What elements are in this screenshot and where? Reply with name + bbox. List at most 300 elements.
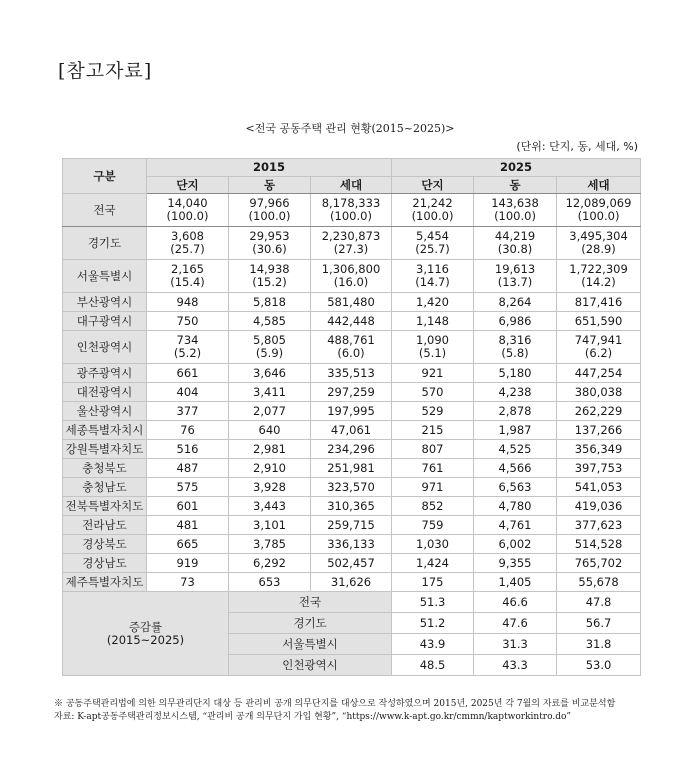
data-cell — [557, 554, 641, 573]
data-cell — [392, 194, 474, 227]
cell-share: (27.3) — [333, 242, 369, 256]
region-label: 부산광역시 — [63, 293, 147, 312]
cell-value: 197,995 — [327, 403, 375, 418]
growth-cell: 43.9 — [392, 634, 474, 655]
cell-value: 948 — [176, 294, 199, 309]
table-body — [63, 194, 641, 676]
region-label: 전라남도 — [63, 516, 147, 535]
data-cell — [311, 535, 392, 554]
table-row — [63, 421, 641, 440]
cell-value: 765,702 — [574, 555, 623, 570]
data-cell — [311, 459, 392, 478]
cell-value: 21,242 — [412, 196, 453, 210]
cell-value: 380,038 — [574, 384, 623, 399]
cell-value: 487 — [176, 460, 199, 475]
data-cell — [474, 402, 557, 421]
data-cell — [392, 260, 474, 293]
data-cell — [311, 497, 392, 516]
cell-value: 6,563 — [498, 479, 532, 494]
table-row — [63, 459, 641, 478]
cell-value: 734 — [176, 333, 199, 347]
data-cell — [147, 383, 229, 402]
data-cell — [474, 497, 557, 516]
cell-value: 2,165 — [171, 262, 204, 276]
data-cell — [557, 516, 641, 535]
cell-value: 8,316 — [498, 333, 532, 347]
data-cell — [392, 383, 474, 402]
cell-share: (14.2) — [581, 275, 616, 289]
cell-value: 14,040 — [167, 196, 208, 210]
data-cell — [147, 331, 229, 364]
table-row — [63, 535, 641, 554]
data-cell — [557, 402, 641, 421]
region-label: 대구광역시 — [63, 312, 147, 331]
data-cell — [147, 516, 229, 535]
table-row — [63, 260, 641, 293]
data-cell — [474, 364, 557, 383]
data-cell — [392, 459, 474, 478]
table-row — [63, 516, 641, 535]
cell-value: 2,878 — [498, 403, 532, 418]
region-label: 전북특별자치도 — [63, 497, 147, 516]
cell-value: 6,002 — [498, 536, 532, 551]
cell-share: (15.4) — [170, 275, 205, 289]
cell-value: 262,229 — [574, 403, 623, 418]
cell-value: 6,986 — [498, 313, 532, 328]
data-cell — [147, 402, 229, 421]
growth-cell: 47.6 — [474, 613, 557, 634]
data-cell — [229, 459, 311, 478]
region-label: 충청남도 — [63, 478, 147, 497]
cell-value: 4,238 — [498, 384, 532, 399]
cell-value: 747,941 — [574, 333, 623, 347]
growth-label — [63, 592, 229, 676]
data-cell — [392, 293, 474, 312]
cell-value: 575 — [176, 479, 199, 494]
cell-value: 377,623 — [574, 517, 623, 532]
data-cell — [311, 227, 392, 260]
data-cell — [229, 331, 311, 364]
data-cell — [474, 293, 557, 312]
cell-value: 502,457 — [327, 555, 375, 570]
data-cell — [392, 478, 474, 497]
cell-value: 1,148 — [416, 313, 449, 328]
region-label: 강원특별자치도 — [63, 440, 147, 459]
cell-share: (100.0) — [411, 209, 454, 223]
data-cell — [392, 535, 474, 554]
cell-value: 5,805 — [253, 333, 286, 347]
cell-value: 4,780 — [498, 498, 532, 513]
data-cell — [557, 194, 641, 227]
cell-value: 419,036 — [574, 498, 623, 513]
data-cell — [147, 478, 229, 497]
cell-value: 2,077 — [253, 403, 286, 418]
cell-value: 397,753 — [574, 460, 623, 475]
unit-note: (단위: 단지, 동, 세대, %) — [516, 140, 638, 153]
data-cell — [311, 194, 392, 227]
data-cell — [229, 516, 311, 535]
growth-cell: 43.3 — [474, 655, 557, 676]
sub-header: 세대 — [311, 177, 392, 194]
cell-value: 653 — [258, 574, 281, 589]
data-cell — [147, 459, 229, 478]
data-cell — [557, 331, 641, 364]
cell-value: 310,365 — [327, 498, 375, 513]
sub-header: 세대 — [557, 177, 641, 194]
region-label: 서울특별시 — [63, 260, 147, 293]
table-row — [63, 478, 641, 497]
cell-value: 541,053 — [574, 479, 623, 494]
footnotes — [54, 698, 654, 724]
data-cell — [392, 440, 474, 459]
cell-value: 3,116 — [416, 262, 449, 276]
cell-value: 919 — [176, 555, 199, 570]
cell-value: 12,089,069 — [565, 196, 632, 210]
data-cell — [147, 573, 229, 592]
data-cell — [557, 293, 641, 312]
data-cell — [147, 554, 229, 573]
cell-share: (6.0) — [337, 346, 365, 360]
data-cell — [474, 421, 557, 440]
data-cell — [147, 194, 229, 227]
data-cell — [229, 421, 311, 440]
cell-value: 1,424 — [416, 555, 449, 570]
cell-share: (100.0) — [577, 209, 620, 223]
cell-share: (100.0) — [330, 209, 372, 223]
cell-share: (30.6) — [252, 242, 287, 256]
data-cell — [392, 312, 474, 331]
cell-value: 259,715 — [327, 517, 375, 532]
data-cell — [311, 516, 392, 535]
col-header-category: 구분 — [63, 159, 147, 194]
cell-value: 1,722,309 — [569, 262, 628, 276]
cell-value: 8,264 — [498, 294, 532, 309]
cell-value: 601 — [176, 498, 199, 513]
cell-value: 640 — [258, 422, 281, 437]
cell-value: 750 — [176, 313, 199, 328]
data-cell — [147, 293, 229, 312]
data-cell — [392, 573, 474, 592]
growth-cell: 53.0 — [557, 655, 641, 676]
region-label: 울산광역시 — [63, 402, 147, 421]
data-cell — [557, 497, 641, 516]
cell-value: 3,101 — [253, 517, 286, 532]
data-cell — [229, 364, 311, 383]
cell-value: 3,608 — [171, 229, 204, 243]
cell-value: 404 — [176, 384, 199, 399]
table-row — [63, 293, 641, 312]
growth-label-period: (2015~2025) — [106, 632, 185, 647]
data-cell — [311, 364, 392, 383]
cell-share: (25.7) — [170, 242, 205, 256]
data-cell — [557, 260, 641, 293]
data-cell — [557, 535, 641, 554]
cell-share: (5.9) — [255, 346, 284, 360]
growth-cell: 46.6 — [474, 592, 557, 613]
cell-share: (5.8) — [501, 346, 529, 360]
cell-value: 3,928 — [253, 479, 286, 494]
data-cell — [557, 459, 641, 478]
data-cell — [229, 402, 311, 421]
cell-value: 44,219 — [494, 229, 536, 243]
table-row — [63, 497, 641, 516]
cell-value: 336,133 — [327, 536, 375, 551]
data-cell — [557, 227, 641, 260]
data-cell — [474, 383, 557, 402]
data-cell — [229, 293, 311, 312]
footnote-scope: ※ 공동주택관리법에 의한 의무관리단지 대상 등 관리비 공개 의무단지를 대상으로 작성하였으며 2015년, 2025년 각 7월의 자료를 비교분석함 — [54, 699, 616, 709]
data-cell — [229, 383, 311, 402]
data-cell — [557, 364, 641, 383]
data-cell — [474, 440, 557, 459]
cell-value: 817,416 — [574, 294, 623, 309]
cell-value: 9,355 — [498, 555, 532, 570]
cell-share: (5.2) — [173, 346, 202, 360]
cell-value: 852 — [421, 498, 444, 513]
cell-value: 651,590 — [574, 313, 623, 328]
footnote-source: 자료: K-apt공동주택관리정보시스템, “관리비 공개 의무단지 가입 현황”, “https://www.k-apt.go.kr/cmmn/kaptworkintro.do” — [54, 712, 572, 722]
data-cell — [474, 260, 557, 293]
data-cell — [311, 383, 392, 402]
cell-value: 377 — [176, 403, 199, 418]
region-label: 광주광역시 — [63, 364, 147, 383]
cell-value: 234,296 — [327, 441, 375, 456]
data-cell — [557, 383, 641, 402]
cell-value: 4,566 — [498, 460, 532, 475]
data-cell — [229, 573, 311, 592]
cell-value: 971 — [421, 479, 444, 494]
data-cell — [311, 293, 392, 312]
cell-value: 335,513 — [327, 365, 375, 380]
data-cell — [147, 312, 229, 331]
data-cell — [147, 440, 229, 459]
cell-value: 76 — [180, 422, 195, 437]
cell-share: (15.2) — [252, 275, 287, 289]
data-cell — [392, 554, 474, 573]
data-cell — [474, 194, 557, 227]
data-cell — [392, 497, 474, 516]
cell-value: 488,761 — [327, 333, 375, 347]
cell-value: 215 — [421, 422, 444, 437]
cell-value: 921 — [421, 365, 444, 380]
growth-cell: 51.2 — [392, 613, 474, 634]
region-label: 전국 — [63, 194, 147, 227]
data-cell — [392, 421, 474, 440]
cell-share: (13.7) — [497, 275, 533, 289]
data-cell — [311, 331, 392, 364]
data-cell — [474, 516, 557, 535]
cell-value: 97,966 — [249, 196, 290, 210]
cell-value: 31,626 — [330, 574, 372, 589]
data-cell — [557, 573, 641, 592]
data-cell — [311, 312, 392, 331]
table-row — [63, 194, 641, 227]
cell-share: (28.9) — [581, 242, 616, 256]
data-cell — [229, 554, 311, 573]
cell-value: 665 — [176, 536, 199, 551]
data-cell — [229, 312, 311, 331]
data-cell — [474, 331, 557, 364]
data-cell — [147, 535, 229, 554]
data-cell — [474, 554, 557, 573]
table-row — [63, 554, 641, 573]
cell-share: (14.7) — [415, 275, 450, 289]
cell-value: 570 — [421, 384, 444, 399]
cell-value: 323,570 — [327, 479, 375, 494]
cell-value: 759 — [421, 517, 444, 532]
data-cell — [311, 421, 392, 440]
cell-share: (16.0) — [333, 275, 369, 289]
cell-value: 47,061 — [330, 422, 372, 437]
data-cell — [229, 440, 311, 459]
cell-value: 5,818 — [253, 294, 286, 309]
cell-value: 5,454 — [416, 229, 449, 243]
growth-region-label: 인천광역시 — [229, 655, 392, 676]
cell-value: 661 — [176, 365, 199, 380]
data-cell — [311, 478, 392, 497]
data-cell — [147, 227, 229, 260]
data-cell — [392, 402, 474, 421]
data-cell — [229, 260, 311, 293]
cell-value: 442,448 — [327, 313, 375, 328]
data-cell — [474, 478, 557, 497]
cell-share: (5.1) — [418, 346, 447, 360]
table-row — [63, 364, 641, 383]
growth-region-label: 서울특별시 — [229, 634, 392, 655]
cell-value: 1,405 — [498, 574, 532, 589]
growth-cell: 47.8 — [557, 592, 641, 613]
cell-value: 516 — [176, 441, 199, 456]
cell-value: 4,585 — [253, 313, 286, 328]
cell-share: (100.0) — [166, 209, 209, 223]
cell-value: 14,938 — [249, 262, 290, 276]
cell-value: 2,230,873 — [321, 229, 381, 243]
data-cell — [392, 331, 474, 364]
table-row — [63, 383, 641, 402]
table-row — [63, 573, 641, 592]
data-cell — [392, 364, 474, 383]
cell-value: 807 — [421, 441, 444, 456]
region-label: 충청북도 — [63, 459, 147, 478]
cell-value: 1,306,800 — [321, 262, 381, 276]
data-cell — [557, 312, 641, 331]
cell-value: 1,987 — [498, 422, 532, 437]
sub-header: 동 — [229, 177, 311, 194]
data-cell — [229, 227, 311, 260]
cell-value: 1,030 — [416, 536, 449, 551]
cell-value: 4,525 — [498, 441, 532, 456]
cell-value: 73 — [180, 574, 195, 589]
sub-header: 단지 — [147, 177, 229, 194]
cell-value: 581,480 — [327, 294, 375, 309]
region-label: 인천광역시 — [63, 331, 147, 364]
region-label: 경상북도 — [63, 535, 147, 554]
cell-value: 447,254 — [574, 365, 623, 380]
data-cell — [474, 535, 557, 554]
cell-value: 5,180 — [498, 365, 532, 380]
cell-value: 2,910 — [253, 460, 286, 475]
data-cell — [229, 478, 311, 497]
region-label: 경상남도 — [63, 554, 147, 573]
data-cell — [557, 421, 641, 440]
cell-value: 481 — [176, 517, 199, 532]
growth-region-label: 전국 — [229, 592, 392, 613]
cell-share: (100.0) — [494, 209, 536, 223]
cell-value: 514,528 — [574, 536, 623, 551]
data-cell — [311, 402, 392, 421]
cell-value: 761 — [421, 460, 444, 475]
cell-value: 19,613 — [494, 262, 536, 276]
table-caption: <전국 공동주택 관리 현황(2015~2025)> — [245, 122, 455, 135]
growth-cell: 48.5 — [392, 655, 474, 676]
year-header-2025: 2025 — [392, 159, 641, 177]
growth-cell: 51.3 — [392, 592, 474, 613]
table-row — [63, 440, 641, 459]
cell-value: 3,411 — [253, 384, 286, 399]
data-cell — [229, 194, 311, 227]
cell-value: 55,678 — [578, 574, 619, 589]
cell-share: (100.0) — [248, 209, 291, 223]
cell-value: 4,761 — [498, 517, 532, 532]
cell-value: 1,090 — [416, 333, 449, 347]
cell-value: 3,785 — [253, 536, 286, 551]
cell-value: 6,292 — [253, 555, 286, 570]
data-cell — [147, 421, 229, 440]
data-cell — [474, 459, 557, 478]
data-cell — [311, 554, 392, 573]
cell-value: 29,953 — [249, 229, 290, 243]
growth-region-label: 경기도 — [229, 613, 392, 634]
cell-value: 137,266 — [574, 422, 623, 437]
growth-cell: 56.7 — [557, 613, 641, 634]
cell-share: (6.2) — [584, 346, 613, 360]
data-cell — [311, 440, 392, 459]
table-row — [63, 331, 641, 364]
cell-value: 143,638 — [491, 196, 539, 210]
data-cell — [229, 535, 311, 554]
region-label: 세종특별자치시 — [63, 421, 147, 440]
housing-management-table — [62, 158, 641, 676]
region-label: 경기도 — [63, 227, 147, 260]
growth-cell: 31.3 — [474, 634, 557, 655]
region-label: 제주특별자치도 — [63, 573, 147, 592]
cell-value: 8,178,333 — [321, 196, 381, 210]
data-cell — [557, 478, 641, 497]
data-cell — [392, 227, 474, 260]
data-cell — [557, 440, 641, 459]
data-cell — [147, 497, 229, 516]
cell-share: (30.8) — [497, 242, 533, 256]
sub-header: 단지 — [392, 177, 474, 194]
data-cell — [392, 516, 474, 535]
data-cell — [474, 573, 557, 592]
table-row — [63, 402, 641, 421]
data-cell — [147, 260, 229, 293]
cell-value: 3,495,304 — [569, 229, 628, 243]
page-heading: [참고자료] — [58, 60, 153, 82]
cell-value: 3,443 — [253, 498, 286, 513]
cell-value: 297,259 — [327, 384, 375, 399]
data-cell — [474, 312, 557, 331]
data-cell — [311, 573, 392, 592]
cell-value: 3,646 — [253, 365, 286, 380]
cell-value: 1,420 — [416, 294, 449, 309]
growth-cell: 31.8 — [557, 634, 641, 655]
growth-row — [63, 592, 641, 613]
table-row — [63, 312, 641, 331]
cell-share: (25.7) — [415, 242, 450, 256]
cell-value: 529 — [421, 403, 444, 418]
